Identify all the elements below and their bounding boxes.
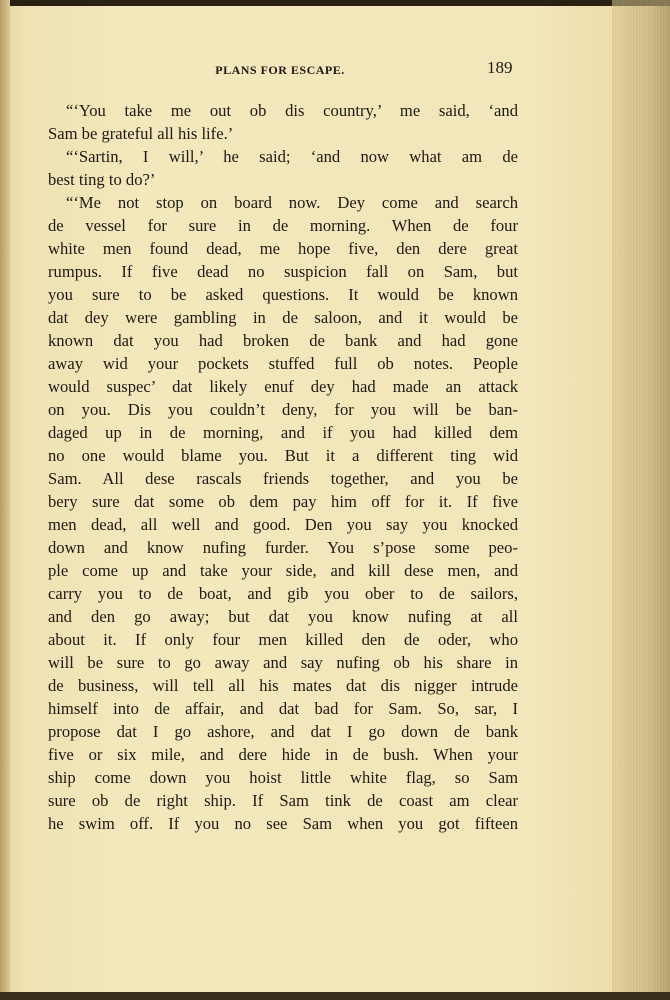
text-line: on you. Dis you couldn’t deny, for you will be ban- (48, 400, 518, 419)
text-line: de business, will tell all his mates dat dis nigger intrude (48, 676, 518, 695)
binding-gutter (0, 0, 10, 1000)
page-number: 189 (487, 58, 513, 77)
text-line: Sam be grateful all his life.’ (48, 124, 234, 143)
text-line: known dat you had broken de bank and had gone (48, 331, 518, 350)
text-line: no one would blame you. But it a different ting wid (48, 446, 518, 465)
text-line: dat dey were gambling in de saloon, and it would be (48, 308, 518, 327)
body-text (48, 99, 518, 835)
text-line: propose dat I go ashore, and dat I go down de bank (48, 722, 518, 741)
text-line: “‘Me not stop on board now. Dey come and search (66, 193, 518, 212)
text-line: men dead, all well and good. Den you say you knocked (48, 515, 518, 534)
bottom-page-edge (0, 992, 670, 1000)
text-line: will be sure to go away and say nufing ob his share in (48, 653, 518, 672)
text-line: away wid your pockets stuffed full ob notes. People (48, 354, 518, 373)
text-line: down and know nufing furder. You s’pose some peo- (48, 538, 518, 557)
text-line: white men found dead, me hope five, den dere great (48, 239, 518, 258)
text-line: ple come up and take your side, and kill dese men, and (48, 561, 518, 580)
text-line: himself into de affair, and dat bad for Sam. So, sar, I (48, 699, 518, 718)
text-line: rumpus. If five dead no suspicion fall on Sam, but (48, 262, 518, 281)
page-stack-edge (612, 0, 670, 1000)
text-line: best ting to do?’ (48, 170, 156, 189)
top-page-edge (0, 0, 670, 6)
text-line: about it. If only four men killed den de oder, who (48, 630, 518, 649)
text-line: “‘You take me out ob dis country,’ me said, ‘and (66, 101, 518, 120)
text-line: bery sure dat some ob dem pay him off for it. If five (48, 492, 518, 511)
text-line: daged up in de morning, and if you had killed dem (48, 423, 518, 442)
text-line: he swim off. If you no see Sam when you got fifteen (48, 814, 518, 833)
running-head: PLANS FOR ESCAPE. (215, 63, 345, 77)
text-line: carry you to de boat, and gib you ober to de sailors, (48, 584, 518, 603)
text-line: five or six mile, and dere hide in de bush. When your (48, 745, 518, 764)
text-line: ship come down you hoist little white flag, so Sam (48, 768, 518, 787)
text-line: Sam. All dese rascals friends together, and you be (48, 469, 518, 488)
text-line: and den go away; but dat you know nufing at all (48, 607, 518, 626)
text-line: would suspec’ dat likely enuf dey had made an attack (48, 377, 518, 396)
text-line: you sure to be asked questions. It would be known (48, 285, 518, 304)
text-line: de vessel for sure in de morning. When de four (48, 216, 518, 235)
text-line: “‘Sartin, I will,’ he said; ‘and now what am de (66, 147, 518, 166)
text-line: sure ob de right ship. If Sam tink de coast am clear (48, 791, 518, 810)
